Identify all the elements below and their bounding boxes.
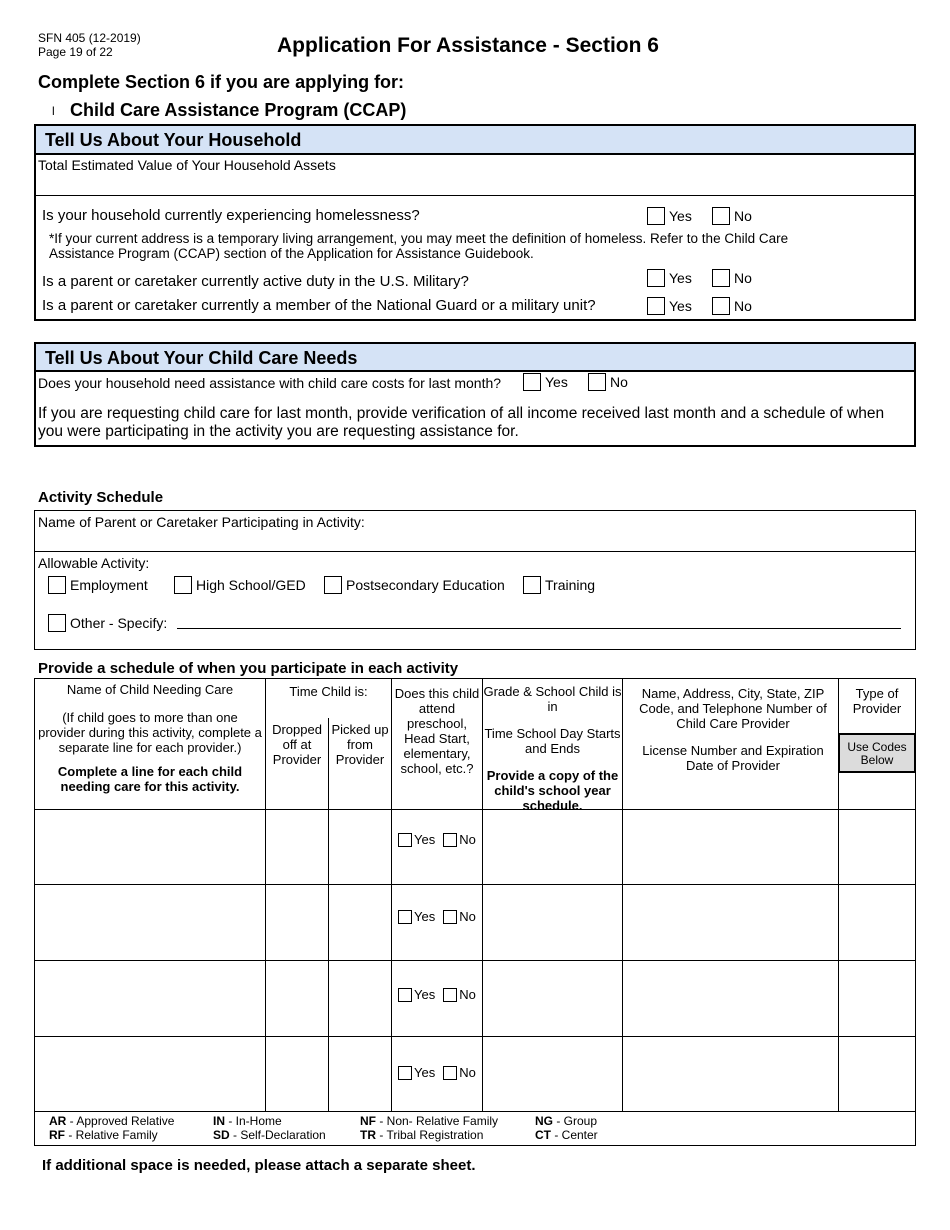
homeless-note: *If your current address is a temporary living arrangement, you may meet the definition of homeless. Refer to the Child Care Assistance Program (CCAP) section of the Application for Assistance Guidebook. [49,231,789,261]
homeless-yes-checkbox[interactable] [647,207,665,225]
grade-header: Grade & School Child is in Time School Day Starts and Ends Provide a copy of the child's school year schedule. [483,684,622,813]
guard-no[interactable]: No [712,297,752,315]
picked-header: Picked up from Provider [331,722,389,767]
intro-text: Complete Section 6 if you are applying for: [38,72,405,92]
last-month-yes[interactable]: Yes [523,373,568,391]
row1-no-checkbox[interactable] [443,833,457,847]
guard-question: Is a parent or caretaker currently a member of the National Guard or a military unit? [42,297,596,314]
divider [35,195,915,196]
time-header: Time Child is: [289,684,368,699]
divider [35,551,915,552]
row-divider [35,1036,915,1037]
military-no-checkbox[interactable] [712,269,730,287]
row3-yes-checkbox[interactable] [398,988,412,1002]
row3-no-checkbox[interactable] [443,988,457,1002]
program-name: Child Care Assistance Program (CCAP) [70,100,407,120]
row4-attend[interactable]: Yes No [398,1065,476,1080]
row1-yes-checkbox[interactable] [398,833,412,847]
footer-note: If additional space is needed, please attach a separate sheet. [42,1157,476,1174]
provider-header: Name, Address, City, State, ZIP Code, and Telephone Number of Child Care Provider License Number and Expiration Date of Provider [639,686,827,773]
postsecondary-checkbox[interactable] [324,576,342,594]
training-option[interactable]: Training [523,576,595,594]
allowable-activity-label: Allowable Activity: [38,555,150,571]
guard-yes-checkbox[interactable] [647,297,665,315]
legend-group-2: IN - In-Home SD - Self-Declaration [213,1114,326,1142]
employment-checkbox[interactable] [48,576,66,594]
guard-yes[interactable]: Yes [647,297,692,315]
row1-attend[interactable]: Yes No [398,832,476,847]
household-heading: Tell Us About Your Household [34,124,916,155]
guard-no-checkbox[interactable] [712,297,730,315]
use-codes-button[interactable]: Use Codes Below [838,733,916,773]
row4-yes-checkbox[interactable] [398,1066,412,1080]
column-divider [622,678,623,1111]
form-identifier [38,31,141,59]
legend-group-4: NG - Group CT - Center [535,1114,598,1142]
legend-group-1: AR - Approved Relative RF - Relative Family [49,1114,175,1142]
high-school-checkbox[interactable] [174,576,192,594]
military-yes-checkbox[interactable] [647,269,665,287]
military-question: Is a parent or caretaker currently active duty in the U.S. Military? [42,273,469,290]
training-checkbox[interactable] [523,576,541,594]
military-yes[interactable]: Yes [647,269,692,287]
provider-type-header: Type of Provider [852,686,902,716]
parent-name-label: Name of Parent or Caretaker Participating in Activity: [38,514,365,530]
row2-no-checkbox[interactable] [443,910,457,924]
homeless-no-checkbox[interactable] [712,207,730,225]
legend-group-3: NF - Non- Relative Family TR - Tribal Registration [360,1114,499,1142]
other-checkbox[interactable] [48,614,66,632]
last-month-no-checkbox[interactable] [588,373,606,391]
row-divider [35,809,915,810]
row-divider [35,1111,915,1112]
homeless-yes[interactable]: Yes [647,207,692,225]
employment-option[interactable]: Employment [48,576,148,594]
last-month-note: If you are requesting child care for last month, provide verification of all income received last month and a schedule of when you were participating in the activity you are requesting assistance for. [38,405,885,440]
military-no[interactable]: No [712,269,752,287]
dropped-header: Dropped off at Provider [272,722,322,767]
other-option[interactable]: Other - Specify: [48,614,167,632]
row-divider [35,960,915,961]
row3-attend[interactable]: Yes No [398,987,476,1002]
postsecondary-option[interactable]: Postsecondary Education [324,576,505,594]
last-month-no[interactable]: No [588,373,628,391]
row2-attend[interactable]: Yes No [398,909,476,924]
attend-header: Does this child attend preschool, Head Start, elementary, school, etc.? [394,686,480,776]
child-name-header: Name of Child Needing Care (If child goes to more than one provider during this activity, complete a separate line for each provider.) Complete a line for each child needing care for this activity. [38,682,262,794]
high-school-option[interactable]: High School/GED [174,576,306,594]
assets-label: Total Estimated Value of Your Household Assets [38,157,336,173]
homeless-question: Is your household currently experiencing homelessness? [42,207,420,224]
page-number: Page 19 of 22 [38,45,113,59]
last-month-question: Does your household need assistance with child care costs for last month? [38,375,502,391]
form-number: SFN 405 (12-2019) [38,31,141,45]
activity-heading: Activity Schedule [38,489,164,506]
column-divider [328,718,329,1111]
row-divider [35,884,915,885]
homeless-no[interactable]: No [712,207,752,225]
schedule-heading: Provide a schedule of when you participate in each activity [38,660,459,677]
page-title: Application For Assistance - Section 6 [277,34,659,57]
row2-yes-checkbox[interactable] [398,910,412,924]
last-month-yes-checkbox[interactable] [523,373,541,391]
row4-no-checkbox[interactable] [443,1066,457,1080]
bullet-glyph: l [52,104,55,118]
other-specify-line[interactable] [177,628,901,629]
childcare-heading: Tell Us About Your Child Care Needs [34,342,916,372]
